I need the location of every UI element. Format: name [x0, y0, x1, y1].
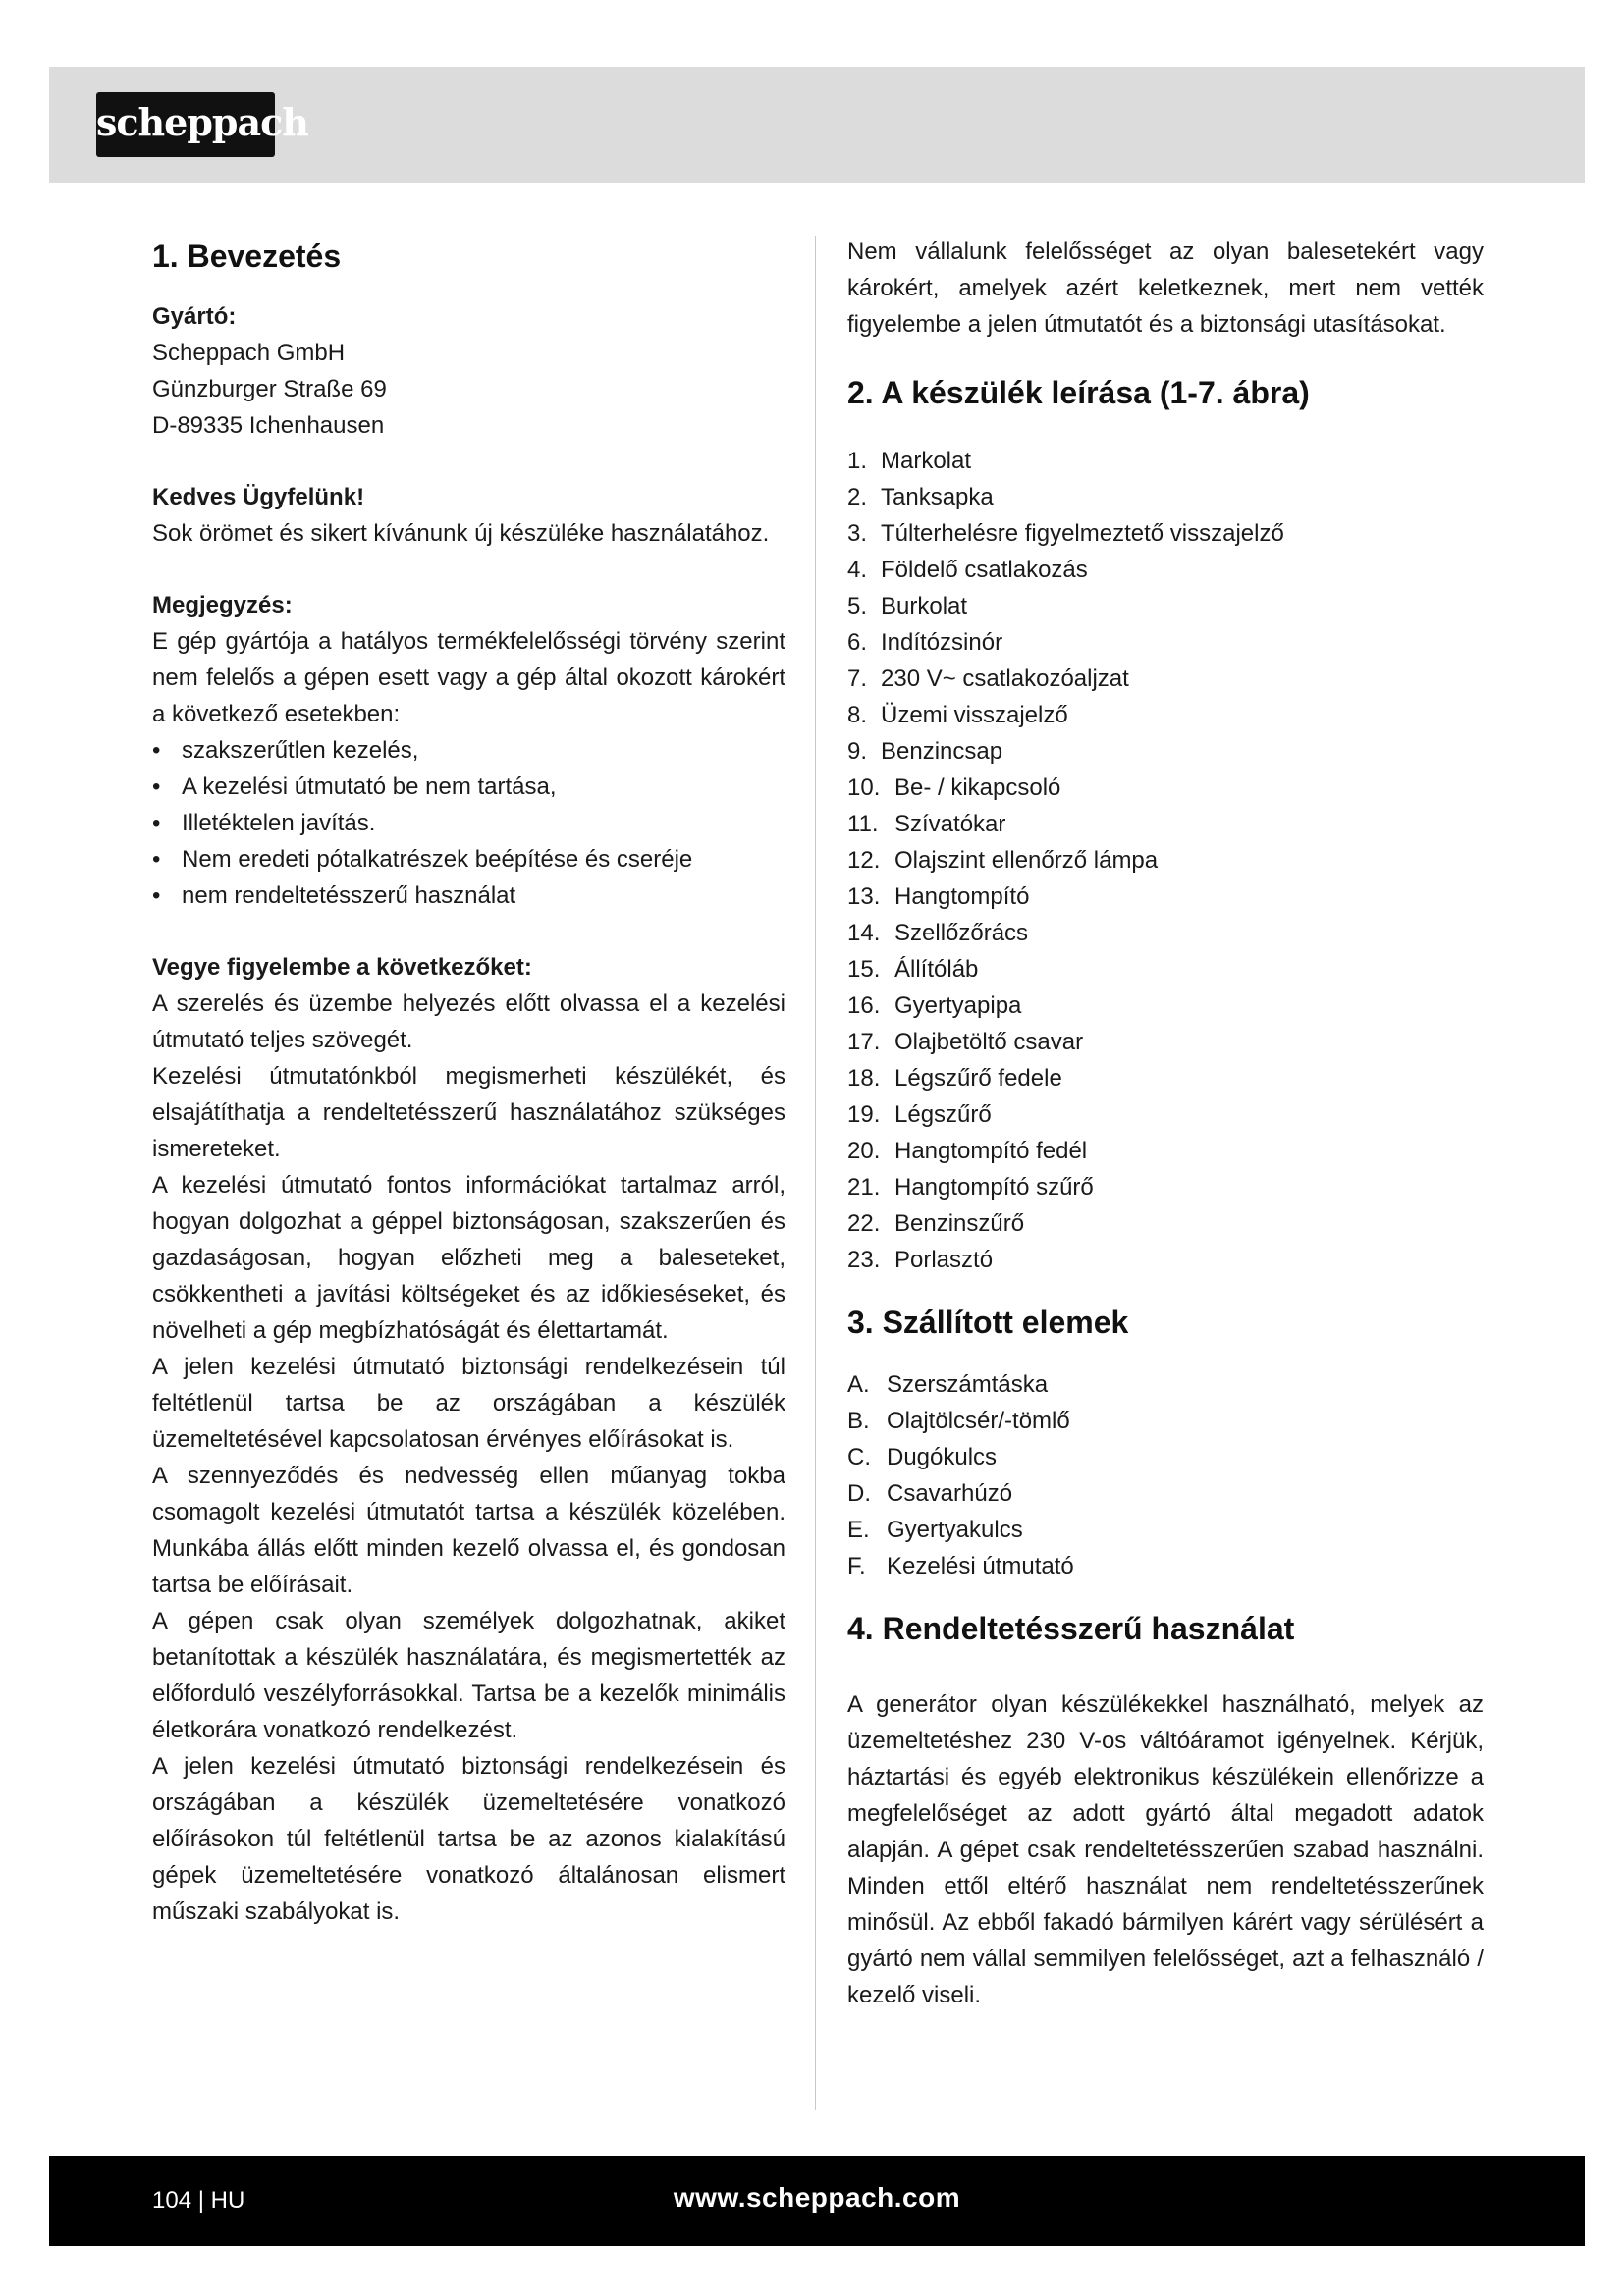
- list-item: • Nem eredeti pótalkatrészek beépítése és cseréje: [152, 841, 785, 878]
- consider-label: Vegye figyelembe a következőket:: [152, 954, 532, 981]
- list-item: D. Csavarhúzó: [847, 1480, 1013, 1507]
- delivered-items-list: [847, 1366, 1484, 1584]
- consider-paragraph: Kezelési útmutatónkból megismerheti készülékét, és elsajátíthatja a rendeltetésszerű használatához szükséges ismereteket.: [152, 1063, 785, 1162]
- section-4-title: 4. Rendeltetésszerű használat: [847, 1611, 1295, 1646]
- list-item: • Illetéktelen javítás.: [152, 805, 785, 841]
- consider-paragraph: A kezelési útmutató fontos információkat tartalmaz arról, hogyan dolgozhat a géppel biztonságosan, szakszerűen és gazdaságosan, hogyan előzheti meg a baleseteket, csökkentheti a javítási költségeket és az időkieséseket, és növelheti a gép megbízhatóságát és élettartamát.: [152, 1172, 785, 1344]
- list-item: 6. Indítózsinór: [847, 629, 1003, 656]
- list-item: 23. Porlasztó: [847, 1247, 994, 1273]
- manufacturer-city: D-89335 Ichenhausen: [152, 412, 385, 439]
- list-item: 15. Állítóláb: [847, 956, 979, 983]
- list-item: 1. Markolat: [847, 448, 972, 474]
- list-item: 13. Hangtompító: [847, 883, 1030, 910]
- page-number: 104 | HU: [152, 2187, 245, 2214]
- header-band: [49, 67, 1585, 183]
- list-item: 14. Szellőzőrács: [847, 920, 1029, 946]
- right-column: [847, 234, 1484, 2013]
- list-item: • A kezelési útmutató be nem tartása,: [152, 769, 785, 805]
- list-item: 20. Hangtompító fedél: [847, 1138, 1088, 1164]
- list-item: 8. Üzemi visszajelző: [847, 702, 1068, 728]
- dear-customer-label: Kedves Ügyfelünk!: [152, 484, 365, 510]
- section-3-title: 3. Szállított elemek: [847, 1305, 1129, 1340]
- list-item: A. Szerszámtáska: [847, 1371, 1049, 1398]
- list-item: • nem rendeltetésszerű használat: [152, 878, 785, 914]
- list-item: 19. Légszűrő: [847, 1101, 992, 1128]
- liability-text: Nem vállalunk felelősséget az olyan balesetekért vagy károkért, amelyek azért keletkeznek, mert nem vették figyelembe a jelen útmutatót és a biztonsági utasításokat.: [847, 239, 1484, 338]
- list-item: 11. Szívatókar: [847, 811, 1006, 837]
- manufacturer-label: Gyártó:: [152, 303, 237, 330]
- manufacturer-name: Scheppach GmbH: [152, 340, 346, 366]
- section-1-title: 1. Bevezetés: [152, 239, 342, 274]
- footer-band: [49, 2156, 1585, 2246]
- list-item: 3. Túlterhelésre figyelmeztető visszajelző: [847, 520, 1284, 547]
- list-item: F. Kezelési útmutató: [847, 1553, 1074, 1579]
- list-item: 9. Benzincsap: [847, 738, 1003, 765]
- list-item: C. Dugókulcs: [847, 1444, 998, 1470]
- consider-paragraph: A szerelés és üzembe helyezés előtt olvassa el a kezelési útmutató teljes szövegét.: [152, 990, 785, 1053]
- list-item: • szakszerűtlen kezelés,: [152, 732, 785, 769]
- list-item: 21. Hangtompító szűrő: [847, 1174, 1094, 1201]
- list-item: 17. Olajbetöltő csavar: [847, 1029, 1084, 1055]
- intended-use-text: A generátor olyan készülékekkel használható, melyek az üzemeltetéshez 230 V-os váltóáramot igényelnek. Kérjük, háztartási és egyéb elektronikus készülékein ellenőrizze a megfelelőséget az adott gyártó által megadott adatok alapján. A gépet csak rendeltetésszerűen szabad használni. Minden ettől eltérő használat nem rendeltetésszerűnek minősül. Az ebből fakadó bármilyen kárért vagy sérülésért a gyártó nem vállal semmilyen felelősséget, azt a felhasználó / kezelő viseli.: [847, 1691, 1484, 2008]
- left-column: [152, 234, 785, 1930]
- list-item: 16. Gyertyapipa: [847, 992, 1022, 1019]
- list-item: B. Olajtölcsér/-tömlő: [847, 1408, 1070, 1434]
- parts-list: [847, 443, 1484, 1278]
- list-item: 18. Légszűrő fedele: [847, 1065, 1062, 1092]
- list-item: 4. Földelő csatlakozás: [847, 557, 1088, 583]
- note-bullet-list: [152, 732, 785, 914]
- note-label: Megjegyzés:: [152, 592, 293, 618]
- logo-text: scheppach: [96, 100, 308, 144]
- dear-customer-text: Sok örömet és sikert kívánunk új készüléke használatához.: [152, 520, 770, 547]
- list-item: 2. Tanksapka: [847, 484, 994, 510]
- list-item: E. Gyertyakulcs: [847, 1517, 1023, 1543]
- consider-paragraph: A jelen kezelési útmutató biztonsági rendelkezésein és országában a készülék üzemeltetésére vonatkozó előírásokon túl feltétlenül tartsa be az azonos kialakítású gépek üzemeltetésére vonatkozó általánosan elismert műszaki szabályokat is.: [152, 1753, 785, 1925]
- consider-paragraph: A gépen csak olyan személyek dolgozhatnak, akiket betanítottak a készülék használatára, és megismertették az előforduló veszélyforrásokkal. Tartsa be a kezelők minimális életkorára vonatkozó rendelkezést.: [152, 1608, 785, 1743]
- manufacturer-street: Günzburger Straße 69: [152, 376, 387, 402]
- list-item: 22. Benzinszűrő: [847, 1210, 1025, 1237]
- list-item: 5. Burkolat: [847, 593, 968, 619]
- consider-paragraph: A jelen kezelési útmutató biztonsági rendelkezésein túl feltétlenül tartsa be az országában a készülék üzemeltetésével kapcsolatosan érvényes előírásokat is.: [152, 1354, 785, 1453]
- scheppach-logo: [96, 92, 308, 157]
- list-item: 7. 230 V~ csatlakozóaljzat: [847, 666, 1129, 692]
- consider-paragraph: A szennyeződés és nedvesség ellen műanyag tokba csomagolt kezelési útmutatót tartsa a készülék közelében. Munkába állás előtt minden kezelő olvassa el, és gondosan tartsa be előírásait.: [152, 1463, 785, 1598]
- section-2-title: 2. A készülék leírása (1-7. ábra): [847, 375, 1310, 410]
- website-link[interactable]: www.scheppach.com: [673, 2182, 961, 2213]
- list-item: 12. Olajszint ellenőrző lámpa: [847, 847, 1159, 874]
- note-text: E gép gyártója a hatályos termékfelelősségi törvény szerint nem felelős a gépen esett vagy a gép által okozott károkért a következő esetekben:: [152, 628, 785, 727]
- column-divider: [815, 236, 816, 2110]
- list-item: 10. Be- / kikapcsoló: [847, 774, 1061, 801]
